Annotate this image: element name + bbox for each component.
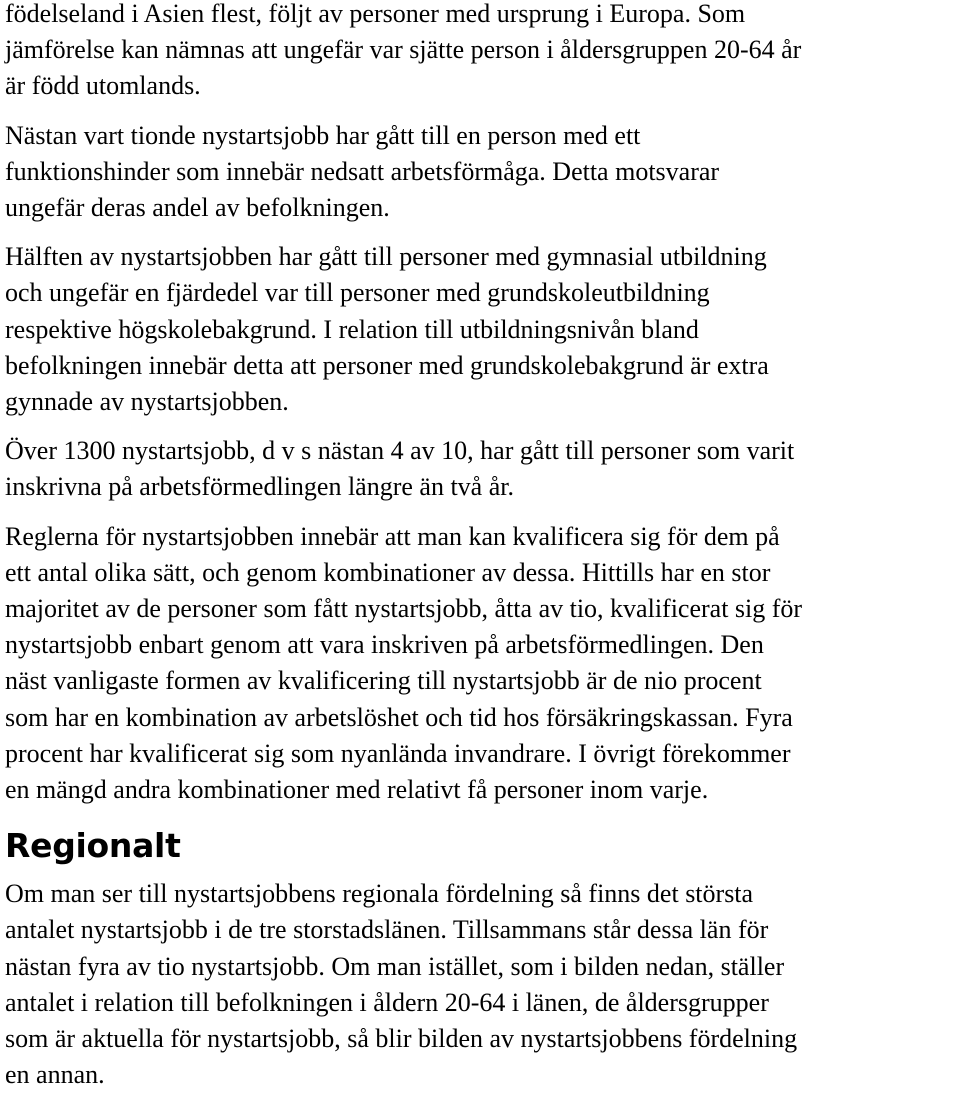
text-line: ett antal olika sätt, och genom kombinationer av dessa. Hittills har en stor <box>5 557 771 587</box>
paragraph-disability <box>5 118 955 227</box>
text-line: är född utomlands. <box>5 71 201 101</box>
text-line: nästan fyra av tio nystartsjobb. Om man istället, som i bilden nedan, ställer <box>5 951 785 981</box>
text-line: som är aktuella för nystartsjobb, så blir bilden av nystartsjobbens fördelning <box>5 1024 798 1054</box>
paragraph-regional-distribution <box>5 876 955 1093</box>
text-line: ungefär deras andel av befolkningen. <box>5 193 390 223</box>
text-line: Reglerna för nystartsjobben innebär att man kan kvalificera sig för dem på <box>5 521 780 551</box>
paragraph-long-term-registered <box>5 433 955 505</box>
text-line: en annan. <box>5 1060 105 1090</box>
text-line: majoritet av de personer som fått nystartsjobb, åtta av tio, kvalificerat sig för <box>5 594 803 624</box>
paragraph-birthplace <box>5 0 955 105</box>
text-line: procent har kvalificerat sig som nyanlända invandrare. I övrigt förekommer <box>5 738 791 768</box>
text-line: antalet i relation till befolkningen i åldern 20-64 i länen, de åldersgrupper <box>5 987 769 1017</box>
text-line: Över 1300 nystartsjobb, d v s nästan 4 av 10, har gått till personer som varit <box>5 436 795 466</box>
text-line: befolkningen innebär detta att personer med grundskolebakgrund är extra <box>5 350 769 380</box>
text-line: födelseland i Asien flest, följt av personer med ursprung i Europa. Som <box>5 0 746 28</box>
text-line: respektive högskolebakgrund. I relation till utbildningsnivån bland <box>5 314 699 344</box>
text-line: som har en kombination av arbetslöshet och tid hos försäkringskassan. Fyra <box>5 702 793 732</box>
text-line: näst vanligaste formen av kvalificering till nystartsjobb är de nio procent <box>5 666 762 696</box>
text-line: inskrivna på arbetsförmedlingen längre än två år. <box>5 472 514 502</box>
text-line: en mängd andra kombinationer med relativt få personer inom varje. <box>5 775 709 805</box>
text-line: Hälften av nystartsjobben har gått till personer med gymnasial utbildning <box>5 242 767 272</box>
text-line: antalet nystartsjobb i de tre storstadslänen. Tillsammans står dessa län för <box>5 915 769 945</box>
text-line: Nästan vart tionde nystartsjobb har gått till en person med ett <box>5 120 641 150</box>
paragraph-education <box>5 239 955 420</box>
text-line: funktionshinder som innebär nedsatt arbetsförmåga. Detta motsvarar <box>5 156 720 186</box>
section-heading-regionalt: Regionalt <box>5 826 181 866</box>
text-line: nystartsjobb enbart genom att vara inskriven på arbetsförmedlingen. Den <box>5 630 764 660</box>
text-line: jämförelse kan nämnas att ungefär var sjätte person i åldersgruppen 20-64 år <box>5 35 802 65</box>
text-line: och ungefär en fjärdedel var till personer med grundskoleutbildning <box>5 278 710 308</box>
paragraph-qualification-rules <box>5 519 955 809</box>
text-line: Om man ser till nystartsjobbens regionala fördelning så finns det största <box>5 879 754 909</box>
text-line: gynnade av nystartsjobben. <box>5 387 289 417</box>
document-page <box>5 0 955 1106</box>
